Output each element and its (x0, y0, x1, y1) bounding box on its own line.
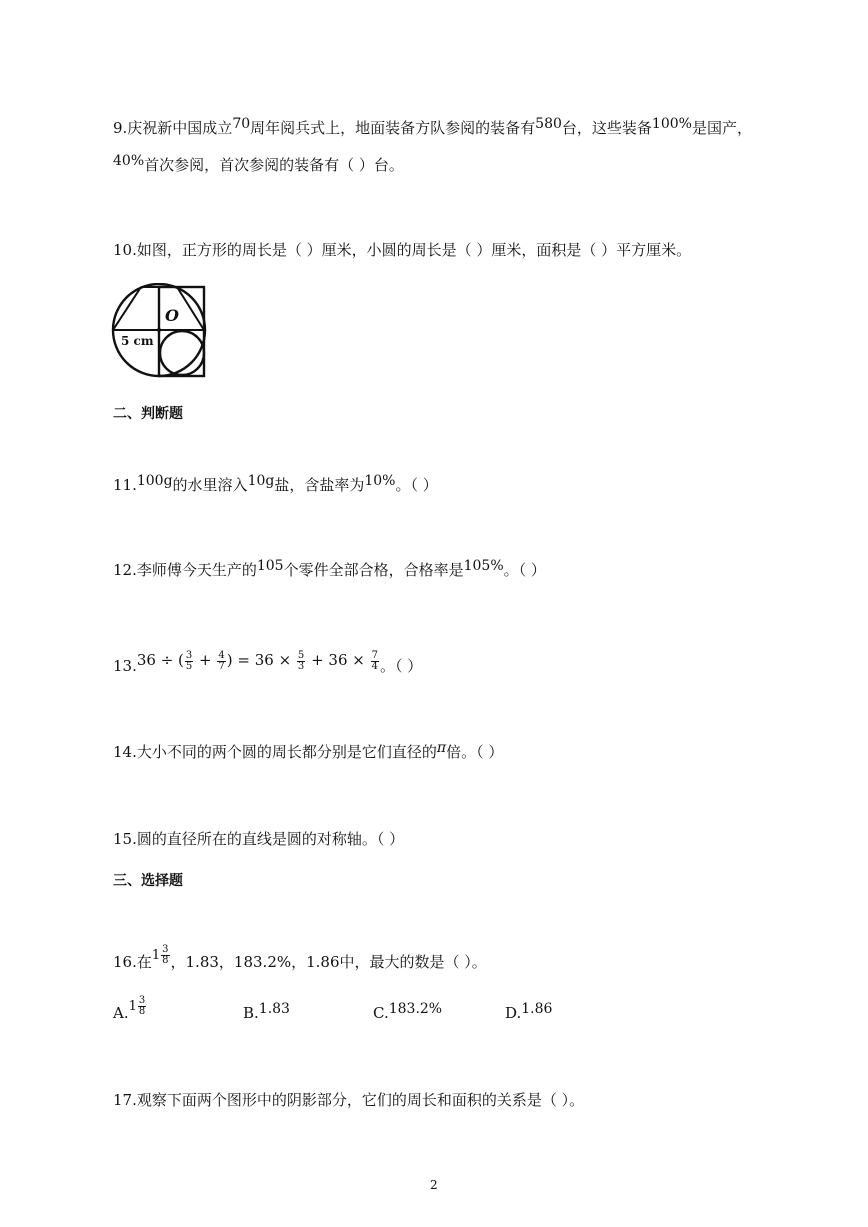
q11-math-10pct: 10% (364, 473, 396, 489)
question-9-line-2 (113, 155, 404, 176)
question-11 (113, 475, 438, 496)
q9-number-70: 70 (232, 116, 251, 132)
q12-math-105pct: 105% (463, 558, 504, 574)
q11-text-d: 。（ ） (395, 476, 438, 494)
q9-percent-40: 40% (113, 153, 145, 169)
question-14 (113, 742, 503, 763)
circle-square-figure (107, 283, 209, 379)
q11-math-100g: 100g (136, 473, 173, 489)
option-b-value: 1.83 (258, 1001, 290, 1017)
mixed-number-1-3-8: 1 $\frac{3}{8}$ (151, 944, 169, 966)
question-9-line-1 (113, 118, 752, 139)
q14-text-b: 倍。（ ） (446, 743, 504, 761)
q11-text-b: 的水里溶入 (172, 476, 248, 494)
option-a-value: 1 $\frac{3}{8}$ (128, 995, 146, 1017)
option-d-value: 1.86 (521, 1001, 553, 1017)
label-5cm: 5 cm (121, 334, 154, 348)
q12-math-105: 105 (256, 558, 284, 574)
q12-text-c: 。（ ） (503, 561, 546, 579)
option-a[interactable]: A.1 $\frac{3}{8}$ (113, 995, 146, 1022)
q9-text-d: 是国产， (691, 119, 752, 137)
q13-number: 13. (113, 657, 137, 675)
page-number: 2 (430, 1178, 438, 1192)
question-12 (113, 560, 546, 581)
q16-text-b: ，1.83，183.2%，1.86中，最大的数是（ ）。 (170, 953, 487, 971)
q12-text-b: 个零件全部合格，合格率是 (283, 561, 464, 579)
q9-text-c: 台，这些装备 (561, 119, 652, 137)
fraction-7-4: $\frac{7}{4}$ (371, 649, 378, 672)
fraction-3-5: $\frac{3}{5}$ (185, 649, 193, 672)
q14-text-a: 14.大小不同的两个圆的周长都分别是它们直径的 (113, 743, 437, 761)
option-c-value: 183.2% (388, 1001, 443, 1017)
q9-number-580: 580 (535, 116, 562, 132)
q13-equation: 36 ÷ ( $\frac{3}{5}$ + $\frac{4}{7}$ ) = 36 × $\frac{5}{3}$ + 36 × $\frac{7}{4}$ (136, 649, 378, 672)
q9-percent-100: 100% (651, 116, 692, 132)
label-o: O (165, 306, 179, 325)
section-2-heading: 二、判断题 (113, 406, 183, 422)
option-c[interactable]: C.183.2% (373, 1001, 443, 1022)
center-dot (157, 328, 161, 332)
option-b[interactable]: B.1.83 (243, 1001, 290, 1022)
q11-number: 11. (113, 476, 137, 494)
q9-text-b: 周年阅兵式上，地面装备方队参阅的装备有 (250, 119, 536, 137)
fraction-4-7: $\frac{4}{7}$ (218, 649, 225, 672)
q11-text-c: 盐，含盐率为 (274, 476, 365, 494)
q13-text-b: 。（ ） (379, 657, 423, 675)
fraction-5-3: $\frac{5}{3}$ (297, 649, 305, 672)
q12-text-a: 12.李师傅今天生产的 (113, 561, 257, 579)
small-circle (160, 331, 204, 375)
question-10: 10.如图，正方形的周长是（ ）厘米，小圆的周长是（ ）厘米，面积是（ ）平方厘米。 (113, 241, 692, 259)
section-3-heading: 三、选择题 (113, 873, 183, 889)
q14-pi: π (436, 740, 447, 756)
question-16 (113, 944, 487, 974)
q16-text-a: 16.在 (113, 953, 152, 971)
question-17: 17.观察下面两个图形中的阴影部分，它们的周长和面积的关系是（ ）。 (113, 1091, 585, 1109)
q9-text-line2: 首次参阅，首次参阅的装备有（ ）台。 (144, 156, 404, 174)
question-15: 15.圆的直径所在的直线是圆的对称轴。（ ） (113, 830, 405, 848)
q11-math-10g: 10g (247, 473, 275, 489)
question-13 (113, 649, 423, 678)
q9-text-a: 9.庆祝新中国成立 (113, 119, 233, 137)
option-d[interactable]: D.1.86 (505, 1001, 553, 1022)
